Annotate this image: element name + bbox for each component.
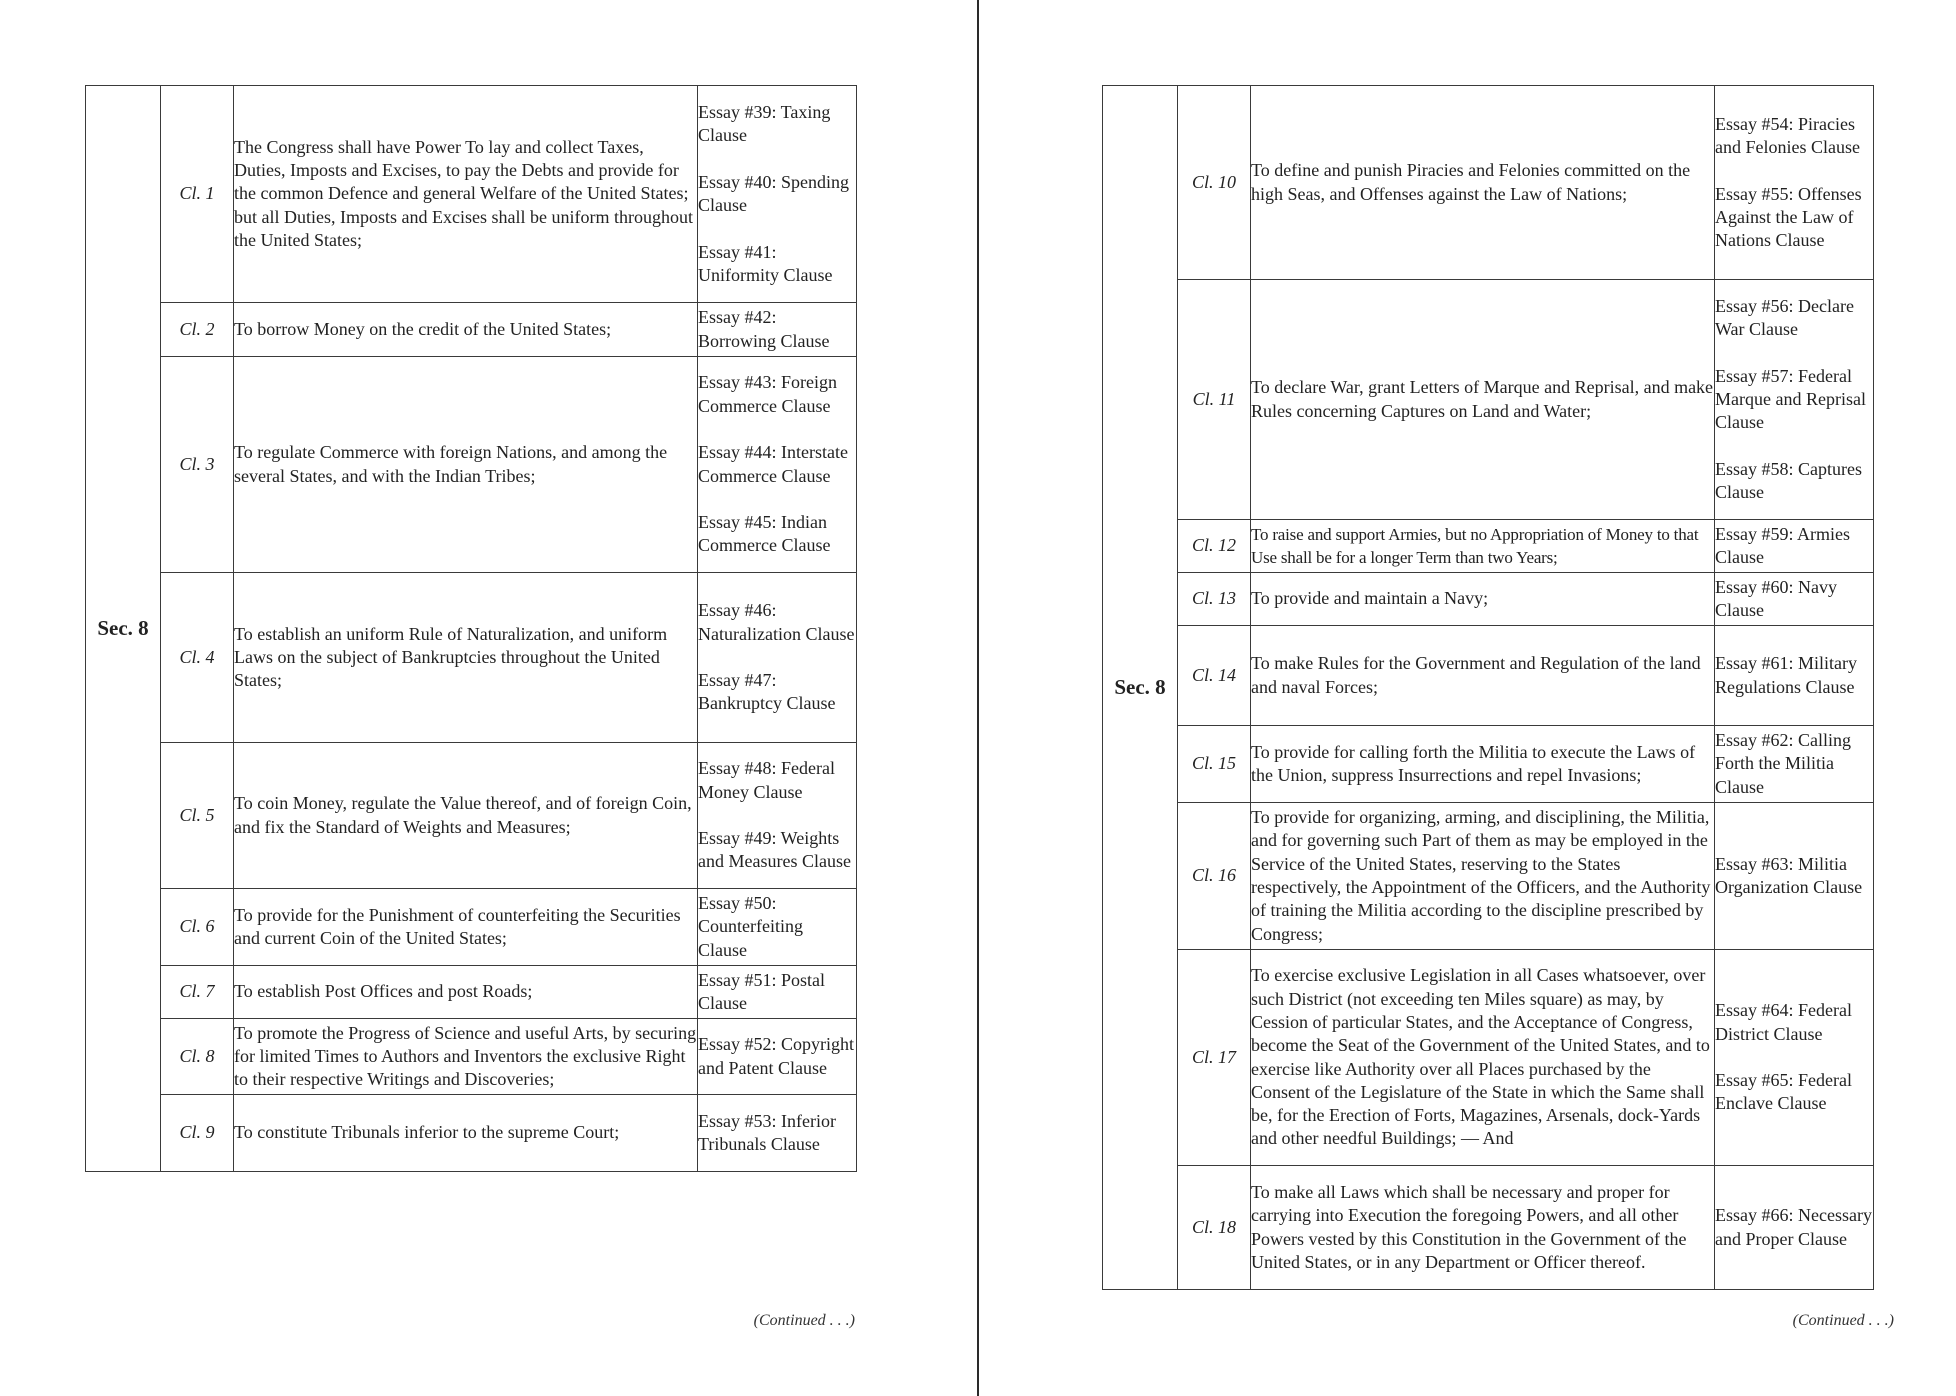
essay-link[interactable]: Essay #46: Naturalization Clause bbox=[698, 600, 855, 644]
table-row bbox=[86, 743, 857, 889]
essay-cell bbox=[1715, 86, 1874, 280]
continued-note: (Continued . . .) bbox=[753, 1312, 855, 1329]
clause-text: To borrow Money on the credit of the United States; bbox=[234, 303, 698, 357]
essay-link[interactable]: Essay #39: Taxing Clause bbox=[698, 101, 831, 146]
clause-text: To provide for organizing, arming, and disciplining, the Militia, and for governing such Part of them as may be employed in the Service of the United States, reserving to the States respectively, the Appointment of the Officers, and the Authority of training the Militia according to the discipline prescribed by Congress; bbox=[1251, 803, 1715, 950]
essay-cell bbox=[698, 743, 857, 889]
clause-table bbox=[85, 85, 857, 1172]
essay-link[interactable]: Essay #65: Federal Enclave Clause bbox=[1715, 1070, 1852, 1114]
table-row bbox=[1103, 573, 1874, 626]
essay-link[interactable]: Essay #64: Federal District Clause bbox=[1715, 1000, 1852, 1044]
essay-link[interactable]: Essay #40: Spending Clause bbox=[698, 171, 849, 215]
right-page bbox=[979, 0, 1956, 1396]
clause-number: Cl. 13 bbox=[1178, 573, 1251, 626]
essay-link[interactable]: Essay #54: Piracies and Felonies Clause bbox=[1715, 113, 1860, 157]
essay-cell bbox=[1715, 520, 1874, 573]
clause-number: Cl. 12 bbox=[1178, 520, 1251, 573]
essay-link[interactable]: Essay #57: Federal Marque and Reprisal Clause bbox=[1715, 365, 1866, 433]
clause-number: Cl. 15 bbox=[1178, 726, 1251, 803]
clause-text: To exercise exclusive Legislation in all Cases whatsoever, over such District (not exceeding ten Miles square) as may, by Cession of particular States, and the Acceptance of Congress, become the Seat of the Government of the United States, and to exercise like Authority over all Places purchased by the Consent of the Legislature of the State in which the Same shall be, for the Erection of Forts, Magazines, Arsenals, dock-Yards and other needful Buildings; — And bbox=[1251, 950, 1715, 1166]
table-row bbox=[1103, 803, 1874, 950]
clause-text: To establish an uniform Rule of Naturalization, and uniform Laws on the subject of Bankruptcies throughout the United States; bbox=[234, 573, 698, 743]
clause-number: Cl. 9 bbox=[161, 1095, 234, 1172]
essay-cell bbox=[1715, 280, 1874, 520]
clause-number: Cl. 1 bbox=[161, 86, 234, 303]
essay-link[interactable]: Essay #41: Uniformity Clause bbox=[698, 241, 833, 285]
clause-text: The Congress shall have Power To lay and collect Taxes, Duties, Imposts and Excises, to pay the Debts and provide for the common Defence and general Welfare of the United States; but all Duties, Imposts and Excises shall be uniform throughout the United States; bbox=[234, 86, 698, 303]
essay-link[interactable]: Essay #44: Interstate Commerce Clause bbox=[698, 442, 848, 486]
table-row bbox=[1103, 726, 1874, 803]
clause-text: To promote the Progress of Science and useful Arts, by securing for limited Times to Authors and Inventors the exclusive Right to their respective Writings and Discoveries; bbox=[234, 1019, 698, 1095]
essay-link[interactable]: Essay #48: Federal Money Clause bbox=[698, 758, 835, 802]
essay-cell bbox=[1715, 626, 1874, 726]
essay-link[interactable]: Essay #62: Calling Forth the Militia Clause bbox=[1715, 730, 1851, 797]
clause-text: To provide and maintain a Navy; bbox=[1251, 573, 1715, 626]
essay-cell bbox=[698, 303, 857, 357]
essay-link[interactable]: Essay #66: Necessary and Proper Clause bbox=[1715, 1205, 1872, 1249]
essay-link[interactable]: Essay #50: Counterfeiting Clause bbox=[698, 893, 803, 960]
essay-link[interactable]: Essay #52: Copyright and Patent Clause bbox=[698, 1034, 854, 1078]
clause-number: Cl. 18 bbox=[1178, 1166, 1251, 1290]
table-row bbox=[86, 86, 857, 303]
essay-link[interactable]: Essay #55: Offenses Against the Law of Nations Clause bbox=[1715, 183, 1862, 251]
clause-text: To make Rules for the Government and Regulation of the land and naval Forces; bbox=[1251, 626, 1715, 726]
clause-text: To coin Money, regulate the Value thereof, and of foreign Coin, and fix the Standard of Weights and Measures; bbox=[234, 743, 698, 889]
essay-link[interactable]: Essay #58: Captures Clause bbox=[1715, 458, 1862, 503]
essay-link[interactable]: Essay #63: Militia Organization Clause bbox=[1715, 853, 1863, 897]
table-row bbox=[86, 1095, 857, 1172]
table-row bbox=[86, 1019, 857, 1095]
essay-cell bbox=[1715, 803, 1874, 950]
essay-cell bbox=[1715, 726, 1874, 803]
table-row bbox=[86, 303, 857, 357]
table-row bbox=[86, 889, 857, 966]
clause-number: Cl. 4 bbox=[161, 573, 234, 743]
essay-link[interactable]: Essay #49: Weights and Measures Clause bbox=[698, 828, 851, 872]
clause-number: Cl. 7 bbox=[161, 966, 234, 1019]
essay-link[interactable]: Essay #53: Inferior Tribunals Clause bbox=[698, 1110, 836, 1154]
clause-number: Cl. 3 bbox=[161, 357, 234, 573]
essay-link[interactable]: Essay #42: Borrowing Clause bbox=[698, 307, 830, 351]
clause-number: Cl. 10 bbox=[1178, 86, 1251, 280]
section-label: Sec. 8 bbox=[86, 86, 161, 1172]
essay-link[interactable]: Essay #43: Foreign Commerce Clause bbox=[698, 372, 837, 416]
clause-text: To define and punish Piracies and Felonies committed on the high Seas, and Offenses against the Law of Nations; bbox=[1251, 86, 1715, 280]
essay-cell bbox=[1715, 950, 1874, 1166]
clause-number: Cl. 17 bbox=[1178, 950, 1251, 1166]
essay-cell bbox=[698, 1019, 857, 1095]
clause-number: Cl. 16 bbox=[1178, 803, 1251, 950]
essay-cell bbox=[698, 1095, 857, 1172]
table-row bbox=[1103, 520, 1874, 573]
clause-number: Cl. 2 bbox=[161, 303, 234, 357]
clause-text: To constitute Tribunals inferior to the supreme Court; bbox=[234, 1095, 698, 1172]
clause-number: Cl. 8 bbox=[161, 1019, 234, 1095]
table-row bbox=[86, 357, 857, 573]
clause-table bbox=[1102, 85, 1874, 1290]
section-label: Sec. 8 bbox=[1103, 86, 1178, 1290]
table-row bbox=[1103, 86, 1874, 280]
essay-link[interactable]: Essay #45: Indian Commerce Clause bbox=[698, 512, 831, 556]
essay-link[interactable]: Essay #60: Navy Clause bbox=[1715, 576, 1837, 620]
essay-link[interactable]: Essay #56: Declare War Clause bbox=[1715, 295, 1854, 339]
clause-text: To declare War, grant Letters of Marque and Reprisal, and make Rules concerning Captures on Land and Water; bbox=[1251, 280, 1715, 520]
left-page bbox=[0, 0, 977, 1396]
table-row bbox=[86, 573, 857, 743]
essay-link[interactable]: Essay #47: Bankruptcy Clause bbox=[698, 670, 836, 714]
table-row bbox=[86, 966, 857, 1019]
clause-text: To establish Post Offices and post Roads; bbox=[234, 966, 698, 1019]
essay-cell bbox=[1715, 573, 1874, 626]
essay-cell bbox=[698, 889, 857, 966]
clause-text: To regulate Commerce with foreign Nations, and among the several States, and with the Indian Tribes; bbox=[234, 357, 698, 573]
clause-text: To provide for the Punishment of counterfeiting the Securities and current Coin of the United States; bbox=[234, 889, 698, 966]
essay-link[interactable]: Essay #59: Armies Clause bbox=[1715, 523, 1850, 567]
essay-cell bbox=[698, 573, 857, 743]
clause-text: To raise and support Armies, but no Appropriation of Money to that Use shall be for a longer Term than two Years; bbox=[1251, 520, 1715, 573]
table-row bbox=[1103, 1166, 1874, 1290]
table-row bbox=[1103, 280, 1874, 520]
clause-number: Cl. 11 bbox=[1178, 280, 1251, 520]
essay-cell bbox=[698, 357, 857, 573]
clause-number: Cl. 6 bbox=[161, 889, 234, 966]
table-row bbox=[1103, 950, 1874, 1166]
clause-text: To make all Laws which shall be necessary and proper for carrying into Execution the foregoing Powers, and all other Powers vested by this Constitution in the Government of the United States, or in any Department or Officer thereof. bbox=[1251, 1166, 1715, 1290]
essay-cell bbox=[698, 86, 857, 303]
essay-cell bbox=[1715, 1166, 1874, 1290]
clause-number: Cl. 14 bbox=[1178, 626, 1251, 726]
continued-note: (Continued . . .) bbox=[1792, 1312, 1894, 1329]
essay-link[interactable]: Essay #61: Military Regulations Clause bbox=[1715, 653, 1857, 697]
essay-link[interactable]: Essay #51: Postal Clause bbox=[698, 969, 826, 1013]
clause-number: Cl. 5 bbox=[161, 743, 234, 889]
essay-cell bbox=[698, 966, 857, 1019]
table-row bbox=[1103, 626, 1874, 726]
clause-text: To provide for calling forth the Militia to execute the Laws of the Union, suppress Insurrections and repel Invasions; bbox=[1251, 726, 1715, 803]
